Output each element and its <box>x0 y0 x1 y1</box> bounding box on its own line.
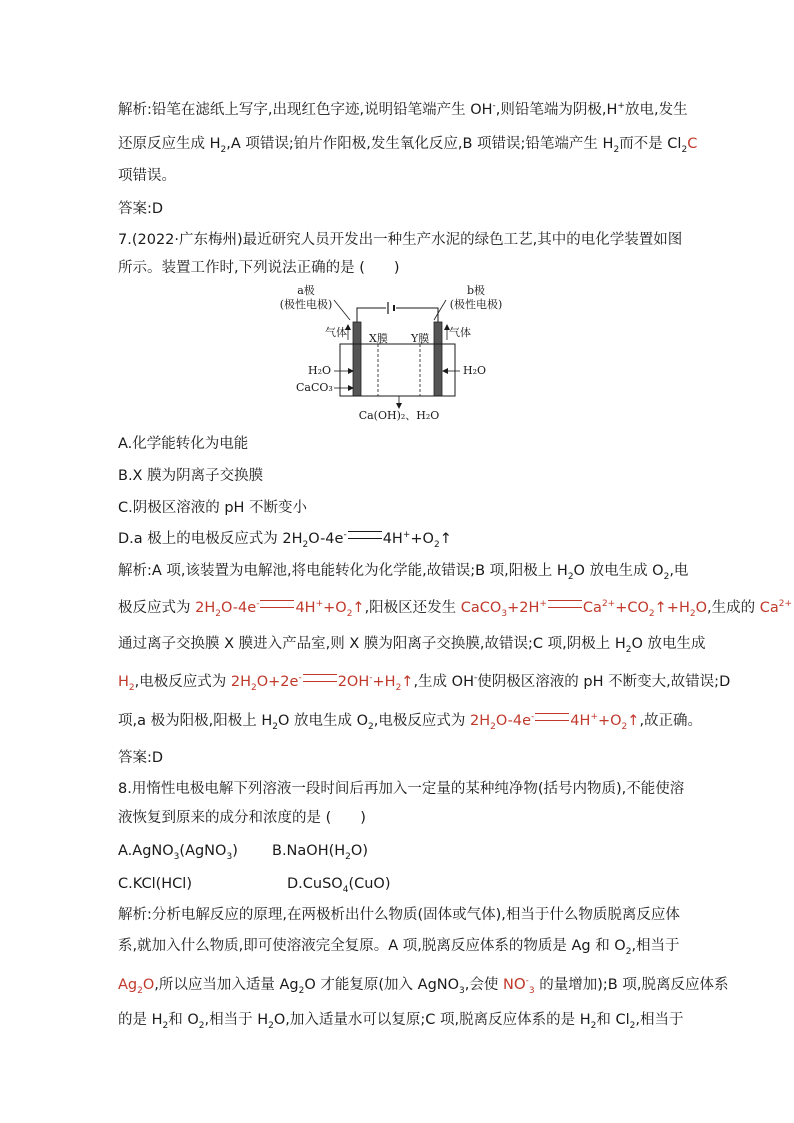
cathode-sublabel: (极性电极) <box>449 298 503 311</box>
q8-explanation-line-4: 的是 $H_2$和 $O_2$,相当于 $H_2O$,加入适量水可以复原;C 项,脱离反应体系的是 $H_2$和 $Cl_2$,相当于 <box>118 1012 684 1031</box>
cathode-electrode <box>434 322 442 396</box>
caco3-equation: CaCO$_3$+2H+ $Ca^{2+}+CO_2↑+H_2O$ <box>460 599 707 619</box>
q7-explanation-line-3: 通过离子交换膜 X 膜进入产品室,则 X 膜为阳离子交换膜,故错误;C 项,阴极上 $H_2O$ 放电生成 <box>118 636 706 655</box>
explanation-label: 解析: <box>118 563 152 579</box>
x-membrane-label: X膜 <box>369 332 388 345</box>
gas-left-label: 气体 <box>325 326 347 339</box>
q7-explanation-line-1: 解析:A 项,该装置为电解池,将电能转化为化学能,故错误;B 项,阳极上 $H_2O$ 放电生成 $O_2$,电 <box>118 563 689 582</box>
q6-explanation-line-3: 项错误。 <box>118 168 176 184</box>
caco3-label: CaCO₃ <box>296 381 333 394</box>
q8-explanation-line-2: 系,就加入什么物质,即可使溶液完全复原。A 项,脱离反应体系的物质是 Ag 和 $O_2$,相当于 <box>118 938 680 957</box>
q7-option-a: A.化学能转化为电能 <box>118 436 249 452</box>
q7-stem-line-2: 所示。装置工作时,下列说法正确的是 ( ) <box>118 260 400 276</box>
q7-option-c: C.阴极区溶液的 pH 不断变小 <box>118 500 308 516</box>
q7-explanation-line-4: $H_2$,电极反应式为 $2H_2O+2e^-$ $2OH^-+H_2↑$,生成 OH-使阴极区溶液的 pH 不断变大,故错误;D <box>118 673 731 693</box>
cathode-equation: $2H_2O+2e^-$ $2OH^-+H_2↑$ <box>230 673 414 693</box>
q7-explanation-line-5: 项,a 极为阳极,阳极上 $H_2O$ 放电生成 $O_2$,电极反应式为 $2H_2O-4e^-$ $4H^++O_2↑$,故正确。 <box>118 712 703 732</box>
q7-explanation-line-2: 极反应式为 $2H_2O-4e^-$ $4H^++O_2↑$,阳极区还发生 CaCO$_3$+2H+ $Ca^{2+}+CO_2↑+H_2O$,生成的 $Ca^{2+}$ <box>118 599 793 619</box>
product-label: Ca(OH)₂、H₂O <box>358 409 440 422</box>
explanation-label: 解析: <box>118 102 152 118</box>
anode-electrode <box>353 322 361 396</box>
explanation-label: 解析: <box>118 907 152 923</box>
q8-option-c: C.KCl(HCl) <box>118 876 192 892</box>
q6-explanation-line-2: 还原反应生成 $H_2,A$ 项错误;铂片作阳极,发生氧化反应,B 项错误;铅笔端产生 $H_2$而不是 $Cl_2C$ <box>118 136 698 155</box>
q7-stem-line-1: 7.(2022·广东梅州)最近研究人员开发出一种生产水泥的绿色工艺,其中的电化学装置如图 <box>118 232 683 248</box>
q7-option-d: D.a 极上的电极反应式为 $2H_2O-4e^-$ $4H^++O_2↑$ <box>118 530 452 550</box>
q6-explanation-line-1: 解析:铅笔在滤纸上写字,出现红色字迹,说明铅笔端产生 OH-,则铅笔端为阴极,H+放电,发生 <box>118 101 688 118</box>
q8-option-b: $B.NaOH(H_2O)$ <box>272 843 368 862</box>
q8-option-d: D.CuSO$_4$(CuO) <box>287 876 391 895</box>
gas-right-label: 气体 <box>449 326 471 339</box>
q8-option-a: A.AgNO$_3$(AgNO$_3$) <box>118 843 238 862</box>
q7-answer: 答案:D <box>118 750 164 766</box>
cathode-label: b极 <box>466 284 486 297</box>
right-h2o-label: H₂O <box>463 364 487 377</box>
q8-stem-line-2: 液恢复到原来的成分和浓度的是 ( ) <box>118 810 366 826</box>
anode-equation-repeat: $2H_2O-4e^-$ $4H^++O_2↑$ <box>469 712 640 732</box>
left-h2o-label: H₂O <box>308 364 332 377</box>
anode-label: a极 <box>297 284 315 297</box>
anode-sublabel: (极性电极) <box>279 298 333 311</box>
q6-answer: 答案:D <box>118 201 164 217</box>
q8-explanation-line-3: $Ag_2O$,所以应当加入适量 $Ag_2O$ 才能复原(加入 AgNO$_3$,会使 $NO^-_3$ 的量增加);B 项,脱离反应体系 <box>118 975 729 996</box>
q8-explanation-line-1: 解析:分析电解反应的原理,在两极析出什么物质(固体或气体),相当于什么物质脱离反应体 <box>118 907 680 923</box>
anode-equation: $2H_2O-4e^-$ $4H^++O_2↑$ <box>195 599 365 619</box>
q7-option-b: B.X 膜为阴离子交换膜 <box>118 468 264 484</box>
y-membrane-label: Y膜 <box>411 332 430 345</box>
electrolysis-cell-diagram <box>270 282 510 422</box>
q8-stem-line-1: 8.用惰性电极电解下列溶液一段时间后再加入一定量的某种纯净物(括号内物质),不能使溶 <box>118 781 685 797</box>
